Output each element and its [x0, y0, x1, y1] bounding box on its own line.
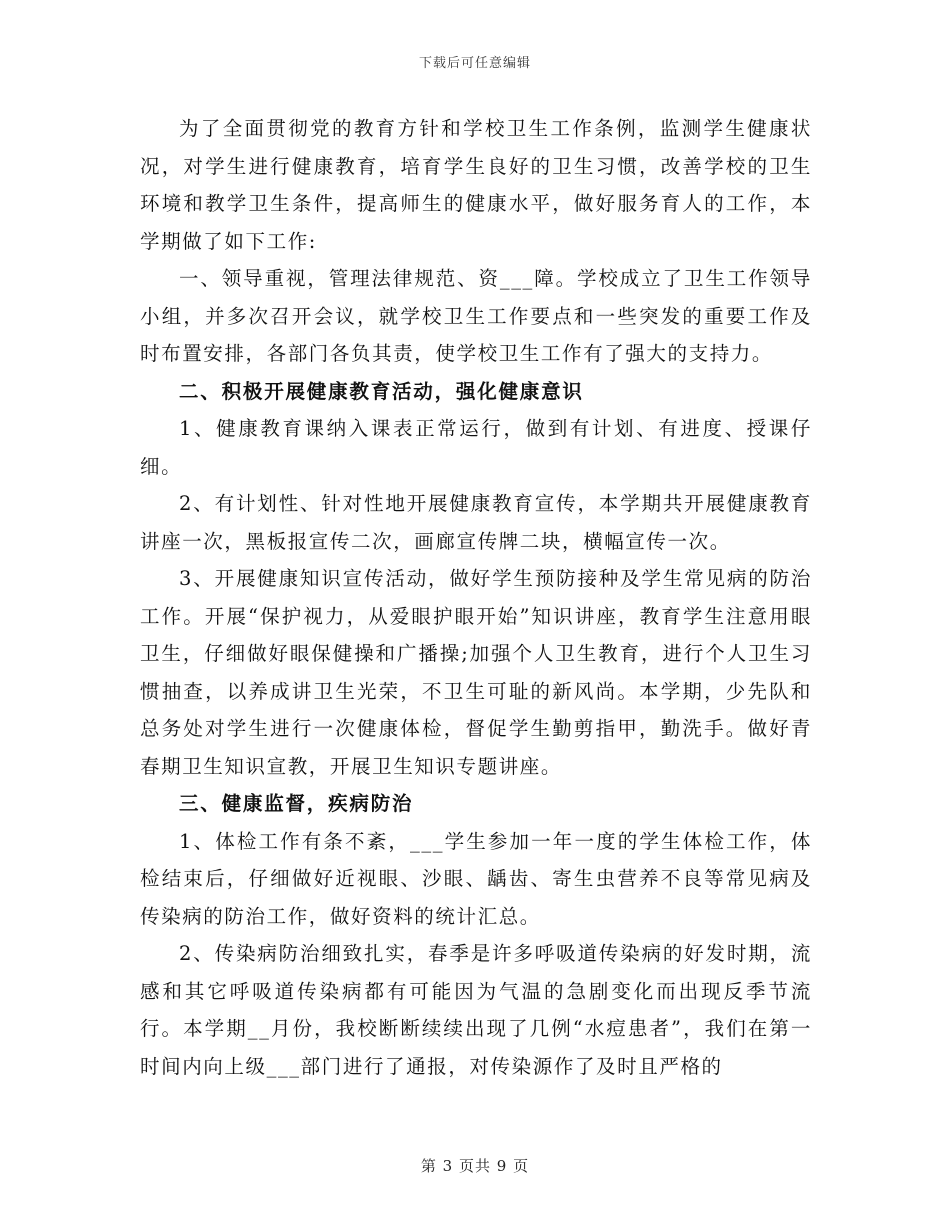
document-body	[140, 110, 812, 1085]
page-header: 下载后可任意编辑	[418, 56, 531, 71]
section-two-item-1: 1、健康教育课纳入课表正常运行，做到有计划、有进度、授课仔细。	[140, 417, 812, 478]
section-two-item-3: 3、开展健康知识宣传活动，做好学生预防接种及学生常见病的防治工作。开展“保护视力，从爱眼护眼开始”知识讲座，教育学生注意用眼卫生，仔细做好眼保健操和广播操;加强个人卫生教育，进行个人卫生习惯抽查，以养成讲卫生光荣，不卫生可耻的新风尚。本学期，少先队和总务处对学生进行一次健康体检，督促学生勤剪指甲，勤洗手。做好青春期卫生知识宣教，开展卫生知识专题讲座。	[140, 567, 812, 778]
section-three-item-1: 1、体检工作有条不紊，___学生参加一年一度的学生体检工作，体检结束后，仔细做好近视眼、沙眼、龋齿、寄生虫营养不良等常见病及传染病的防治工作，做好资料的统计汇总。	[140, 829, 812, 928]
section-three-item-2: 2、传染病防治细致扎实，春季是许多呼吸道传染病的好发时期，流感和其它呼吸道传染病都有可能因为气温的急剧变化而出现反季节流行。本学期__月份，我校断断续续出现了几例“水痘患者”，我们在第一时间内向上级___部门进行了通报，对传染源作了及时且严格的	[140, 942, 812, 1078]
section-three-heading: 三、健康监督，疾病防治	[179, 792, 414, 815]
section-two-item-2: 2、有计划性、针对性地开展健康教育宣传，本学期共开展健康教育讲座一次，黑板报宣传二次，画廊宣传牌二块，横幅宣传一次。	[140, 492, 812, 553]
page-footer: 第 3 页共 9 页	[420, 1157, 530, 1175]
section-two-heading: 二、积极开展健康教育活动，强化健康意识	[179, 379, 584, 403]
intro-paragraph: 为了全面贯彻党的教育方针和学校卫生工作条例，监测学生健康状况，对学生进行健康教育，培育学生良好的卫生习惯，改善学校的卫生环境和教学卫生条件，提高师生的健康水平，做好服务育人的工作，本学期做了如下工作:	[140, 117, 812, 253]
section-one-paragraph: 一、领导重视，管理法律规范、资___障。学校成立了卫生工作领导小组，并多次召开会议，就学校卫生工作要点和一些突发的重要工作及时布置安排，各部门各负其责，使学校卫生工作有了强大的支持力。	[140, 267, 812, 365]
